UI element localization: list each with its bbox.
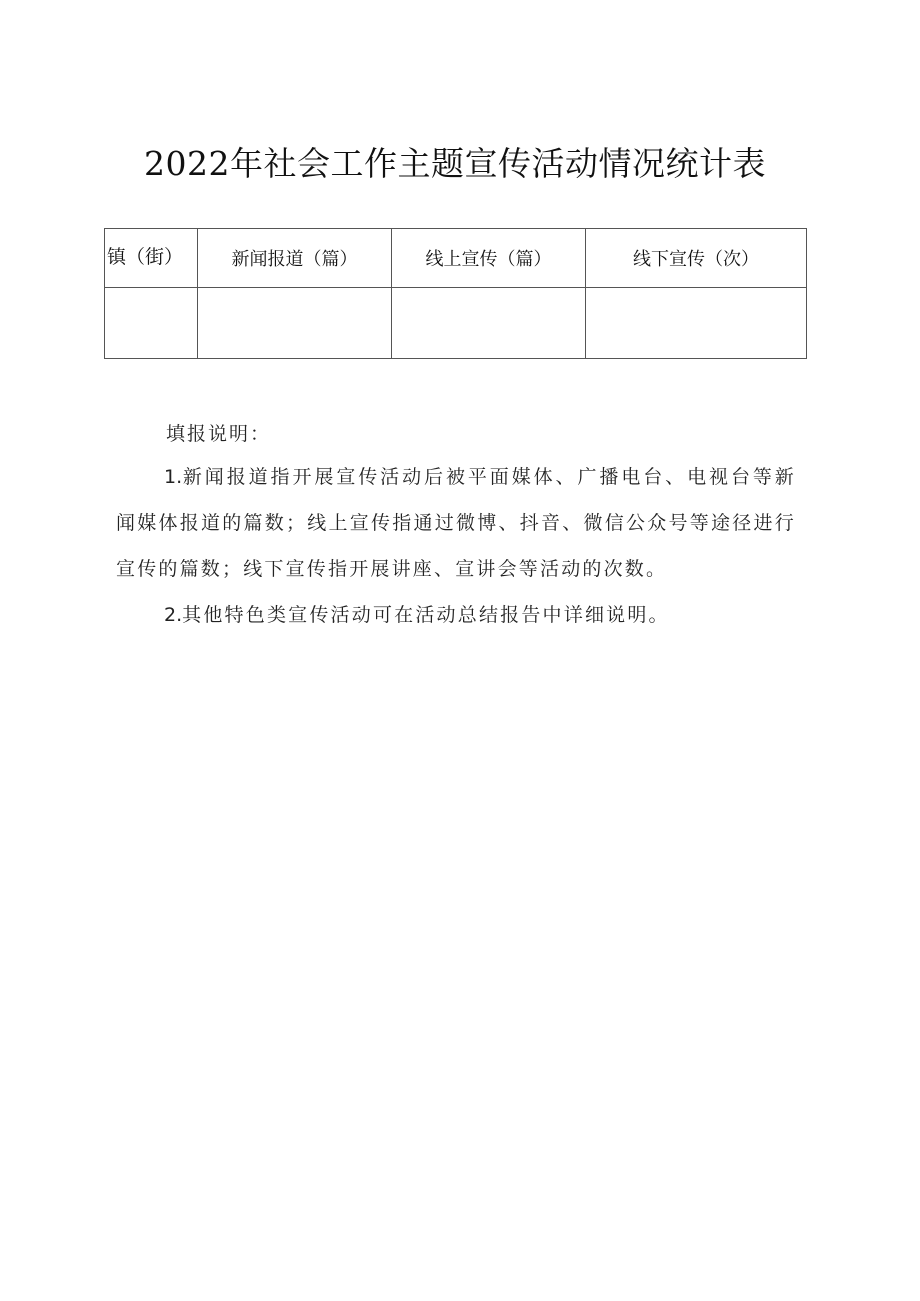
table-cell-offline-publicity[interactable] (586, 288, 807, 359)
column-header-offline-publicity: 线下宣传（次） (586, 229, 807, 288)
instruction-number: 1. (164, 466, 183, 488)
table-cell-news-reports[interactable] (198, 288, 392, 359)
column-header-news-reports: 新闻报道（篇） (198, 229, 392, 288)
instruction-number: 2. (164, 604, 183, 626)
page-title: 2022年社会工作主题宣传活动情况统计表 (144, 144, 766, 183)
column-header-town (105, 229, 198, 288)
instruction-text: 新闻报道指开展宣传活动后被平面媒体、广播电台、电视台等新闻媒体报道的篇数；线上宣传指通过微博、抖音、微信公众号等途径进行宣传的篇数；线下宣传指开展讲座、宣讲会等活动的次数。 (116, 466, 796, 580)
table-cell-town[interactable] (105, 288, 198, 359)
column-header-online-publicity: 线上宣传（篇） (392, 229, 586, 288)
statistics-table (104, 228, 807, 359)
table-row (105, 288, 807, 359)
instruction-item (116, 454, 796, 592)
filling-instructions (116, 414, 796, 638)
table-cell-online-publicity[interactable] (392, 288, 586, 359)
column-header-town-label: 镇（街） (107, 246, 184, 268)
instructions-title: 填报说明： (166, 423, 272, 445)
instruction-item (116, 592, 796, 638)
table-header-row (105, 229, 807, 288)
instruction-text: 其他特色类宣传活动可在活动总结报告中详细说明。 (182, 604, 670, 626)
